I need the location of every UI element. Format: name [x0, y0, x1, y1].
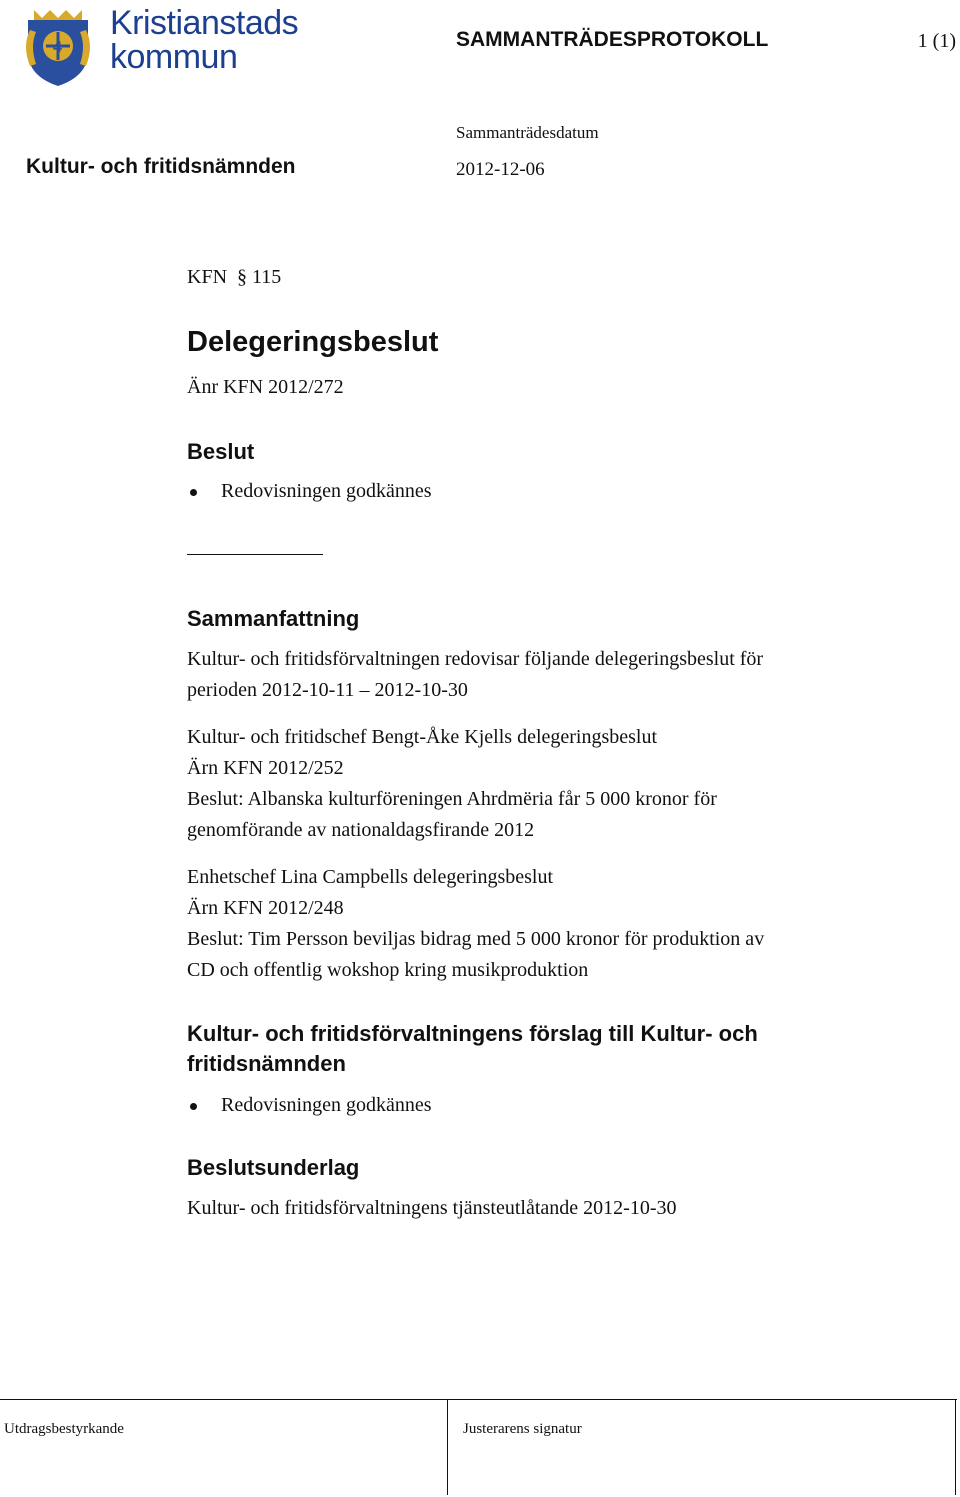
- basis-text: Kultur- och fritidsförvaltningens tjänsteutlåtande 2012-10-30: [187, 1197, 677, 1219]
- bullet-icon: [190, 1103, 197, 1110]
- decision-block-line: Ärn KFN 2012/248: [187, 897, 344, 919]
- decision-item: Redovisningen godkännes: [221, 480, 432, 502]
- proposal-item: Redovisningen godkännes: [221, 1094, 432, 1116]
- case-number: Änr KFN 2012/272: [187, 376, 344, 398]
- summary-heading: Sammanfattning: [187, 606, 360, 631]
- logo-wordmark-line1: Kristianstads: [110, 4, 299, 42]
- decision-block-line: Beslut: Tim Persson beviljas bidrag med 5 000 kronor för produktion av: [187, 928, 765, 950]
- svg-text:4: 4: [53, 39, 62, 56]
- page-title: Delegeringsbeslut: [187, 326, 439, 358]
- decision-heading: Beslut: [187, 439, 255, 464]
- decision-block-line: Ärn KFN 2012/252: [187, 757, 344, 779]
- page-number: 1 (1): [917, 30, 956, 52]
- basis-heading: Beslutsunderlag: [187, 1155, 360, 1180]
- proposal-heading: fritidsnämnden: [187, 1051, 346, 1076]
- logo-wordmark-line2: kommun: [110, 38, 238, 76]
- decision-block-line: CD och offentlig wokshop kring musikproduktion: [187, 959, 589, 981]
- decision-block-line: Beslut: Albanska kulturföreningen Ahrdmëria får 5 000 kronor för: [187, 788, 717, 810]
- document-type: SAMMANTRÄDESPROTOKOLL: [456, 28, 769, 51]
- footer-divider: [955, 1399, 956, 1495]
- paragraph-reference: KFN § 115: [187, 266, 282, 288]
- kristianstad-crest-icon: [20, 6, 96, 88]
- separator-rule: [187, 554, 323, 555]
- footer-rule: [0, 1399, 957, 1400]
- footer-divider: [447, 1399, 448, 1495]
- extract-certification-label: Utdragsbestyrkande: [4, 1421, 124, 1437]
- decision-block-line: Kultur- och fritidschef Bengt-Åke Kjells delegeringsbeslut: [187, 726, 658, 748]
- meeting-date: 2012-12-06: [456, 159, 545, 180]
- committee-name: Kultur- och fritidsnämnden: [26, 155, 296, 178]
- meeting-date-label: Sammanträdesdatum: [456, 123, 599, 142]
- bullet-icon: [190, 489, 197, 496]
- proposal-heading: Kultur- och fritidsförvaltningens förslag till Kultur- och: [187, 1021, 758, 1046]
- decision-block-line: genomförande av nationaldagsfirande 2012: [187, 819, 535, 841]
- signature-label: Justerarens signatur: [463, 1421, 582, 1437]
- summary-line: Kultur- och fritidsförvaltningen redovisar följande delegeringsbeslut för: [187, 648, 764, 670]
- decision-block-line: Enhetschef Lina Campbells delegeringsbeslut: [187, 866, 554, 888]
- summary-line: perioden 2012-10-11 – 2012-10-30: [187, 679, 468, 701]
